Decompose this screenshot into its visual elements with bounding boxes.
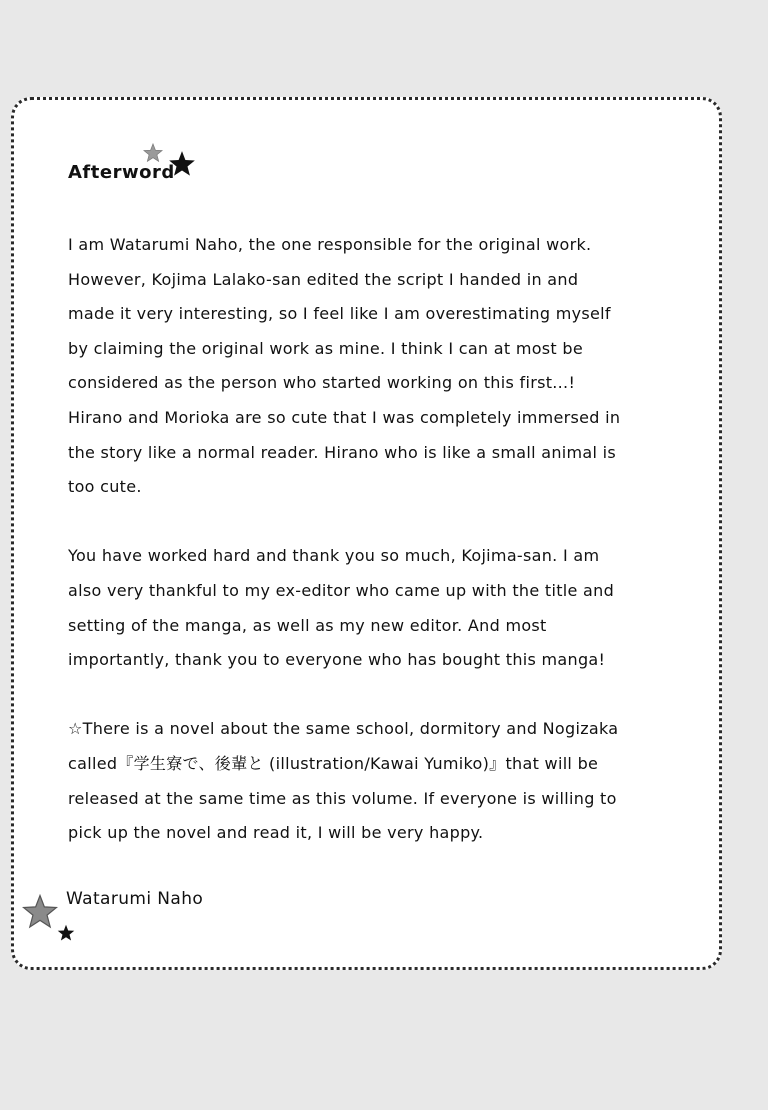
text-line: ☆There is a novel about the same school, dormitory and Nogizaka: [68, 719, 619, 739]
large-gray-star-icon: [22, 894, 58, 930]
paragraph-1: [68, 228, 668, 505]
paragraph-3: [68, 712, 668, 850]
text-line: released at the same time as this volume. If everyone is willing to: [68, 788, 617, 808]
paragraph-2: [68, 539, 668, 677]
text-line: I am Watarumi Naho, the one responsible for the original work.: [68, 235, 592, 254]
afterword-body: [68, 228, 668, 885]
text-line: setting of the manga, as well as my new editor. And most: [68, 615, 547, 635]
text-line: pick up the novel and read it, I will be very happy.: [68, 823, 484, 843]
small-gray-star-icon: [143, 143, 163, 163]
small-black-star-icon: [57, 924, 75, 942]
text-line: Hirano and Morioka are so cute that I was completely immersed in: [68, 407, 621, 427]
text-line: However, Kojima Lalako-san edited the script I handed in and: [68, 269, 579, 289]
text-line: too cute.: [68, 477, 142, 497]
author-signature: Watarumi Naho: [66, 889, 204, 909]
text-line: considered as the person who started working on this first...!: [68, 373, 576, 393]
text-line: also very thankful to my ex-editor who came up with the title and: [68, 580, 615, 600]
text-line: You have worked hard and thank you so much, Kojima-san. I am: [68, 546, 600, 566]
text-line: importantly, thank you to everyone who has bought this manga!: [68, 650, 606, 670]
text-line: the story like a normal reader. Hirano who is like a small animal is: [68, 442, 617, 462]
text-line: called『学生寮で、後輩と (illustration/Kawai Yumiko)』that will be: [68, 753, 599, 773]
afterword-heading: Afterword: [68, 162, 175, 183]
text-line: made it very interesting, so I feel like I am overestimating myself: [68, 304, 611, 324]
text-line: by claiming the original work as mine. I think I can at most be: [68, 338, 583, 358]
